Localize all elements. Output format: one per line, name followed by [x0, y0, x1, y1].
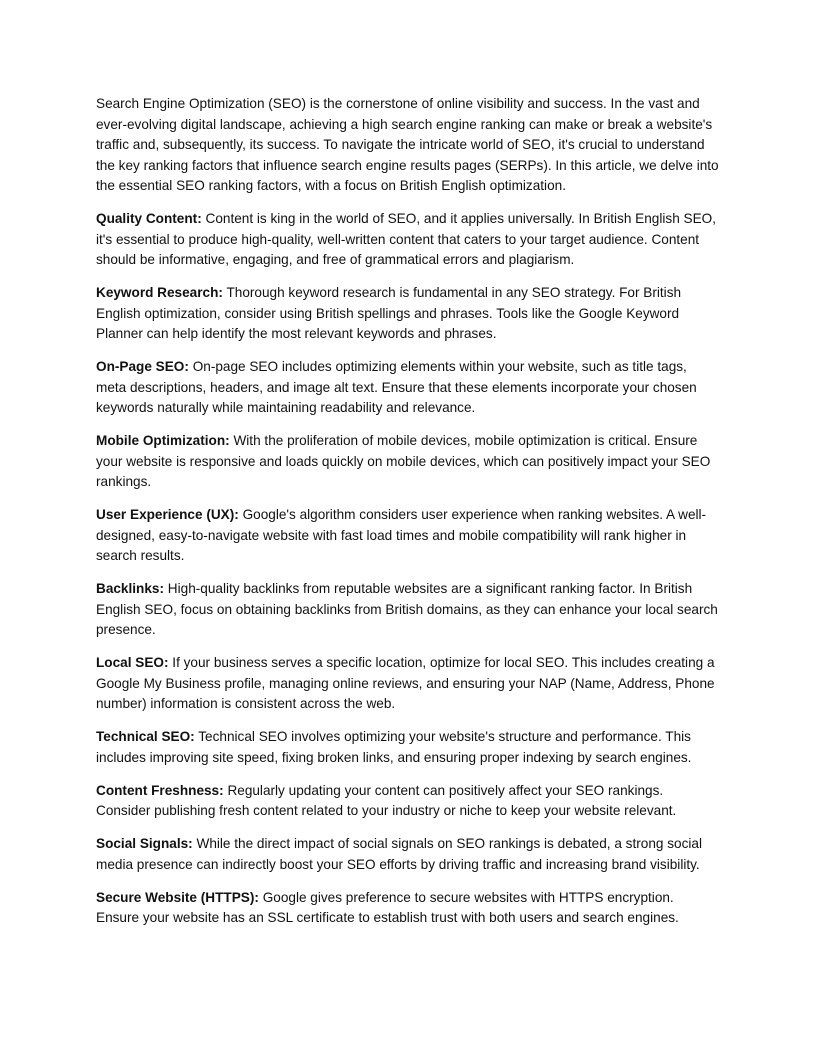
section-text: If your business serves a specific location, optimize for local SEO. This includes creating a Google My Business profile, managing online reviews, and ensuring your NAP (Name, Address, Phone number) information is consistent across the web.: [96, 655, 715, 711]
section-technical-seo: [96, 727, 720, 768]
section-text: Regularly updating your content can positively affect your SEO rankings. Consider publishing fresh content related to your industry or niche to keep your website relevant.: [96, 782, 677, 818]
section-content-freshness: [96, 781, 720, 822]
section-term: Content Freshness:: [96, 782, 224, 798]
intro-paragraph: Search Engine Optimization (SEO) is the cornerstone of online visibility and success. In the vast and ever-evolving digital landscape, achieving a high search engine ranking can make or break a website's traffic and, subsequently, its success. To navigate the intricate world of SEO, it's crucial to understand the key ranking factors that influence search engine results pages (SERPs). In this article, we delve into the essential SEO ranking factors, with a focus on British English optimization.: [96, 96, 719, 193]
section-text: Thorough keyword research is fundamental in any SEO strategy. For British English optimization, consider using British spellings and phrases. Tools like the Google Keyword Planner can help identify the most relevant keywords and phrases.: [96, 285, 682, 341]
section-text: While the direct impact of social signals on SEO rankings is debated, a strong social media presence can indirectly boost your SEO efforts by driving traffic and increasing brand visibility.: [96, 836, 702, 872]
section-on-page-seo: [96, 357, 720, 419]
section-text: With the proliferation of mobile devices, mobile optimization is critical. Ensure your website is responsive and loads quickly on mobile devices, which can positively impact your SEO rankings.: [96, 433, 711, 489]
section-term: Quality Content:: [96, 211, 202, 226]
section-text: Google gives preference to secure websites with HTTPS encryption. Ensure your website has an SSL certificate to establish trust with both users and search engines.: [96, 889, 679, 925]
document-page: [96, 94, 720, 941]
section-keyword-research: [96, 283, 720, 345]
section-user-experience: [96, 505, 720, 567]
section-term: Keyword Research:: [96, 285, 223, 300]
section-local-seo: [96, 653, 720, 715]
section-term: Technical SEO:: [96, 729, 195, 744]
section-text: Technical SEO involves optimizing your website's structure and performance. This includes improving site speed, fixing broken links, and ensuring proper indexing by search engines.: [96, 729, 692, 765]
section-text: Content is king in the world of SEO, and it applies universally. In British English SEO, it's essential to produce high-quality, well-written content that caters to your target audience. Content should be informative, engaging, and free of grammatical errors and plagiarism.: [96, 211, 717, 267]
section-text: On-page SEO includes optimizing elements within your website, such as title tags, meta descriptions, headers, and image alt text. Ensure that these elements incorporate your chosen keywords naturally while maintaining readability and relevance.: [96, 359, 697, 415]
section-text: High-quality backlinks from reputable websites are a significant ranking factor. In British English SEO, focus on obtaining backlinks from British domains, as they can enhance your local search presence.: [96, 581, 718, 637]
section-term: Backlinks:: [96, 581, 165, 596]
section-term: On-Page SEO:: [96, 359, 189, 374]
section-mobile-optimization: [96, 431, 720, 493]
section-secure-website: [96, 888, 720, 929]
section-term: Local SEO:: [96, 655, 169, 670]
section-term: User Experience (UX):: [96, 507, 239, 522]
section-social-signals: [96, 834, 720, 875]
section-backlinks: [96, 579, 720, 641]
section-text: Google's algorithm considers user experience when ranking websites. A well-designed, easy-to-navigate website with fast load times and mobile compatibility will rank higher in search results.: [96, 507, 707, 563]
section-term: Secure Website (HTTPS):: [96, 889, 259, 905]
section-term: Mobile Optimization:: [96, 433, 230, 448]
section-quality-content: [96, 209, 720, 271]
section-term: Social Signals:: [96, 836, 193, 851]
